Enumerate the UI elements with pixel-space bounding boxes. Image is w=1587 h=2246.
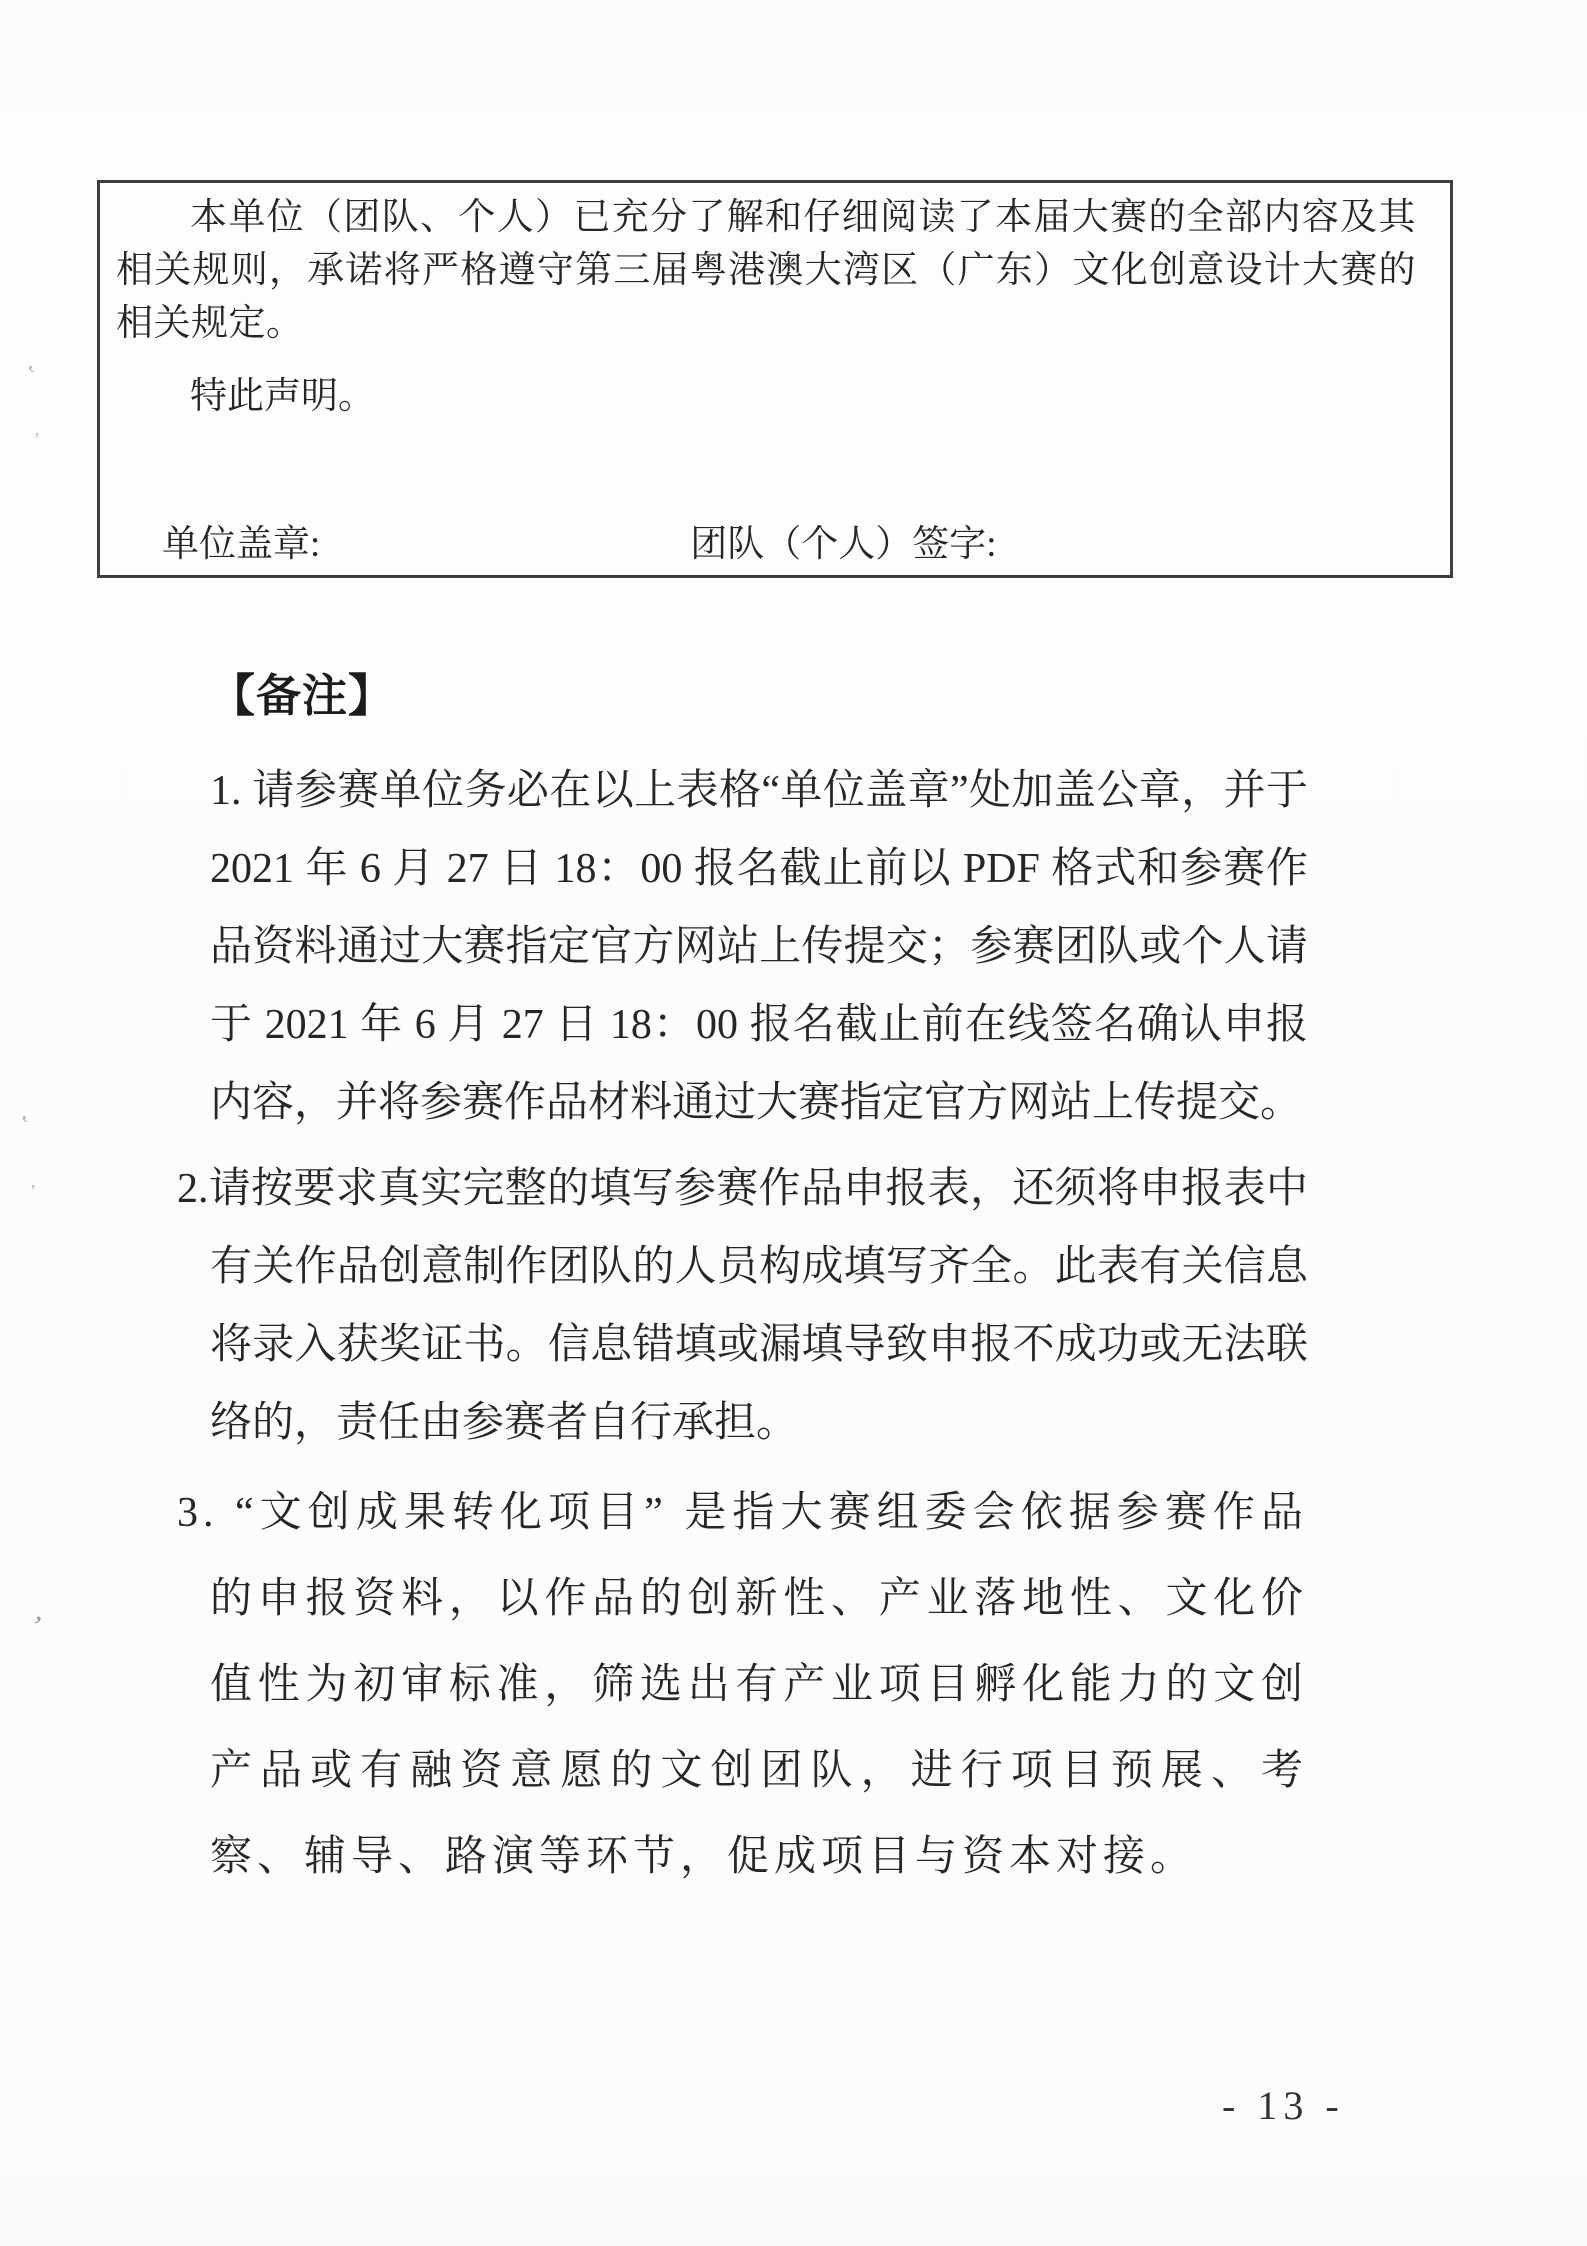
note-item-3: 3. “文创成果转化项目” 是指大赛组委会依据参赛作品的申报资料，以作品的创新性、产业落地性、文化价值性为初审标准，筛选出有产业项目孵化能力的文创产品或有融资意愿的文创团队，进行项目预展、考察、辅导、路演等环节，促成项目与资本对接。	[177, 1490, 1308, 1880]
scan-artifact: ’	[34, 429, 40, 449]
page-number: - 13 -	[1222, 2083, 1345, 2128]
scan-artifact: ‛	[24, 359, 40, 390]
unit-seal-label: 单位盖章:	[162, 524, 321, 565]
scan-artifact: ‛	[18, 1109, 35, 1140]
notes-heading: 【备注】	[210, 671, 395, 721]
declaration-box	[97, 180, 1453, 578]
scan-artifact: ’	[30, 1181, 36, 1201]
signature-row	[116, 518, 1416, 571]
note-item-1: 1. 请参赛单位务必在以上表格“单位盖章”处加盖公章，并于 2021 年 6 月 27 日 18：00 报名截止前以 PDF 格式和参赛作品资料通过大赛指定官方网站上传提交；参赛团队或个人请于 2021 年 6 月 27 日 18：00 报名截止前在线签名确认申报内容，并将参赛作品材料通过大赛指定官方网站上传提交。	[210, 768, 1308, 1126]
team-signature-label: 团队（个人）签字:	[690, 524, 997, 565]
scan-artifact: ‚	[31, 1593, 52, 1628]
notes-section	[177, 752, 1308, 1900]
note-item-2: 2.请按要求真实完整的填写参赛作品申报表，还须将申报表中有关作品创意制作团队的人员构成填写齐全。此表有关信息将录入获奖证书。信息错填或漏填导致申报不成功或无法联络的，责任由参赛者自行承担。	[177, 1166, 1308, 1446]
declaration-text: 本单位（团队、个人）已充分了解和仔细阅读了本届大赛的全部内容及其相关规则，承诺将严格遵守第三届粤港澳大湾区（广东）文化创意设计大赛的相关规定。	[116, 197, 1416, 344]
declaration-statement: 特此声明。	[190, 376, 375, 417]
